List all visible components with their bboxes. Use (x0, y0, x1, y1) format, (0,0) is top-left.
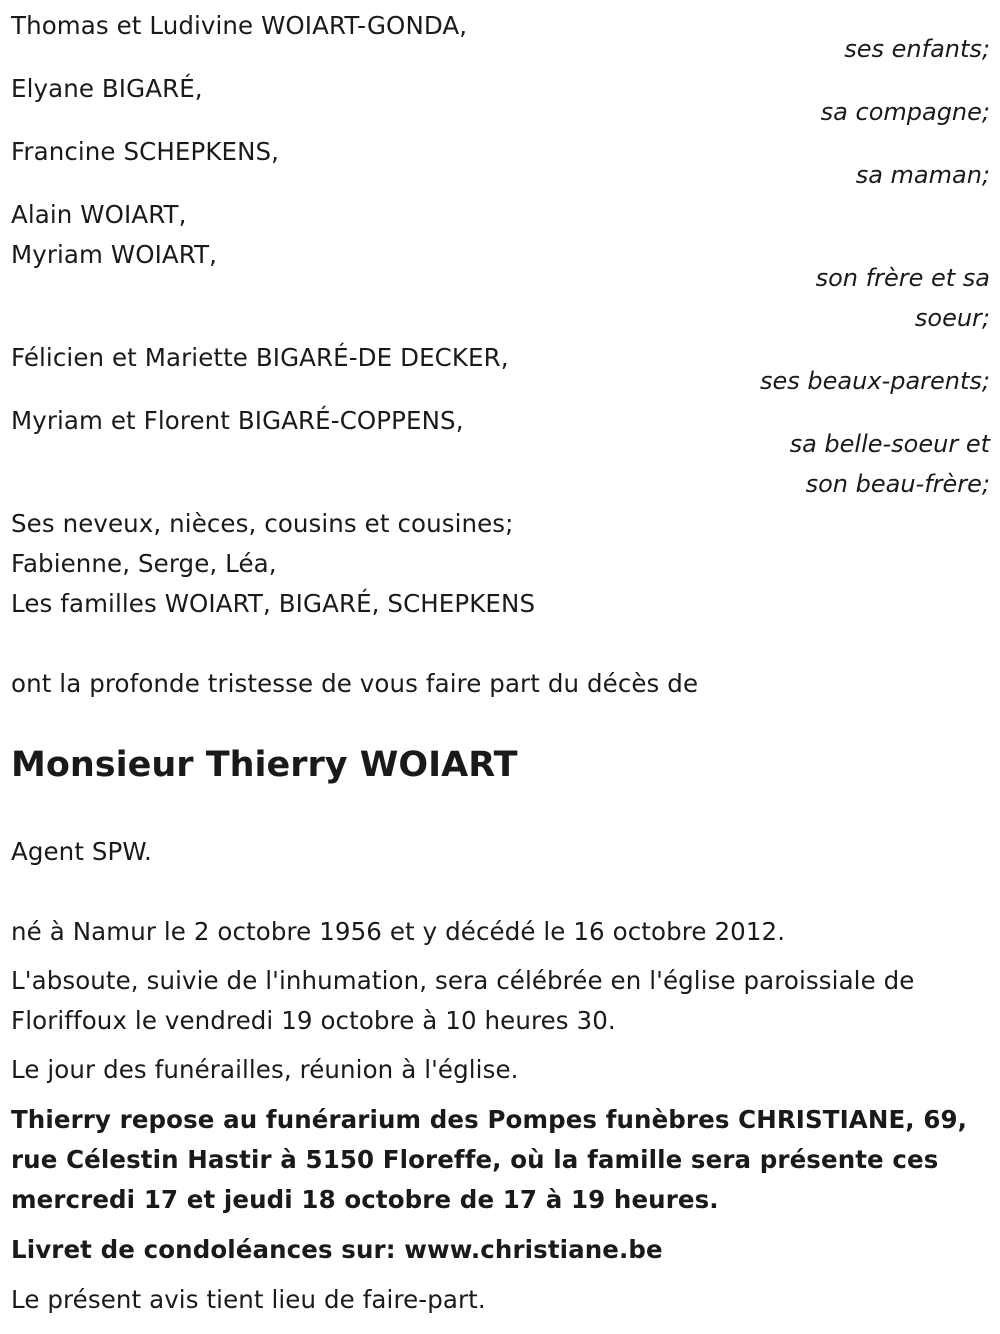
family-relation-6b: son beau-frère; (805, 470, 990, 498)
funeral-home-line-3: mercredi 17 et jeudi 18 octobre de 17 à 19 heures. (11, 1185, 719, 1214)
family-relation-2: sa compagne; (820, 98, 990, 126)
family-name-4a: Alain WOIART, (11, 200, 187, 229)
family-name-5: Félicien et Mariette BIGARÉ-DE DECKER, (11, 343, 509, 372)
family-relation-1: ses enfants; (844, 35, 990, 63)
family-name-2: Elyane BIGARÉ, (11, 74, 203, 103)
family-relation-4a: son frère et sa (815, 264, 990, 292)
others-line-3: Les familles WOIART, BIGARÉ, SCHEPKENS (11, 589, 536, 618)
ceremony-line-2: Floriffoux le vendredi 19 octobre à 10 heures 30. (11, 1006, 616, 1035)
birth-death: né à Namur le 2 octobre 1956 et y décédé le 16 octobre 2012. (11, 917, 786, 946)
family-name-1: Thomas et Ludivine WOIART-GONDA, (11, 11, 468, 40)
funeral-home-line-2: rue Célestin Hastir à 5150 Floreffe, où la famille sera présente ces (11, 1145, 939, 1174)
gathering: Le jour des funérailles, réunion à l'église. (11, 1055, 519, 1084)
others-line-1: Ses neveux, nièces, cousins et cousines; (11, 509, 514, 538)
deceased-name: Monsieur Thierry WOIART (11, 745, 518, 785)
condolences-link[interactable]: Livret de condoléances sur: www.christiane.be (11, 1235, 663, 1264)
family-name-3: Francine SCHEPKENS, (11, 137, 280, 166)
family-name-6: Myriam et Florent BIGARÉ-COPPENS, (11, 406, 464, 435)
family-relation-6a: sa belle-soeur et (789, 430, 990, 458)
family-name-4b: Myriam WOIART, (11, 240, 218, 269)
announcement: ont la profonde tristesse de vous faire part du décès de (11, 669, 699, 698)
funeral-home-line-1: Thierry repose au funérarium des Pompes funèbres CHRISTIANE, 69, (11, 1105, 968, 1134)
others-line-2: Fabienne, Serge, Léa, (11, 549, 277, 578)
closing-note: Le présent avis tient lieu de faire-part. (11, 1285, 486, 1314)
family-relation-3: sa maman; (855, 161, 990, 189)
occupation: Agent SPW. (11, 837, 152, 866)
family-relation-4b: soeur; (914, 304, 990, 332)
ceremony-line-1: L'absoute, suivie de l'inhumation, sera célébrée en l'église paroissiale de (11, 966, 915, 995)
family-relation-5: ses beaux-parents; (760, 367, 990, 395)
